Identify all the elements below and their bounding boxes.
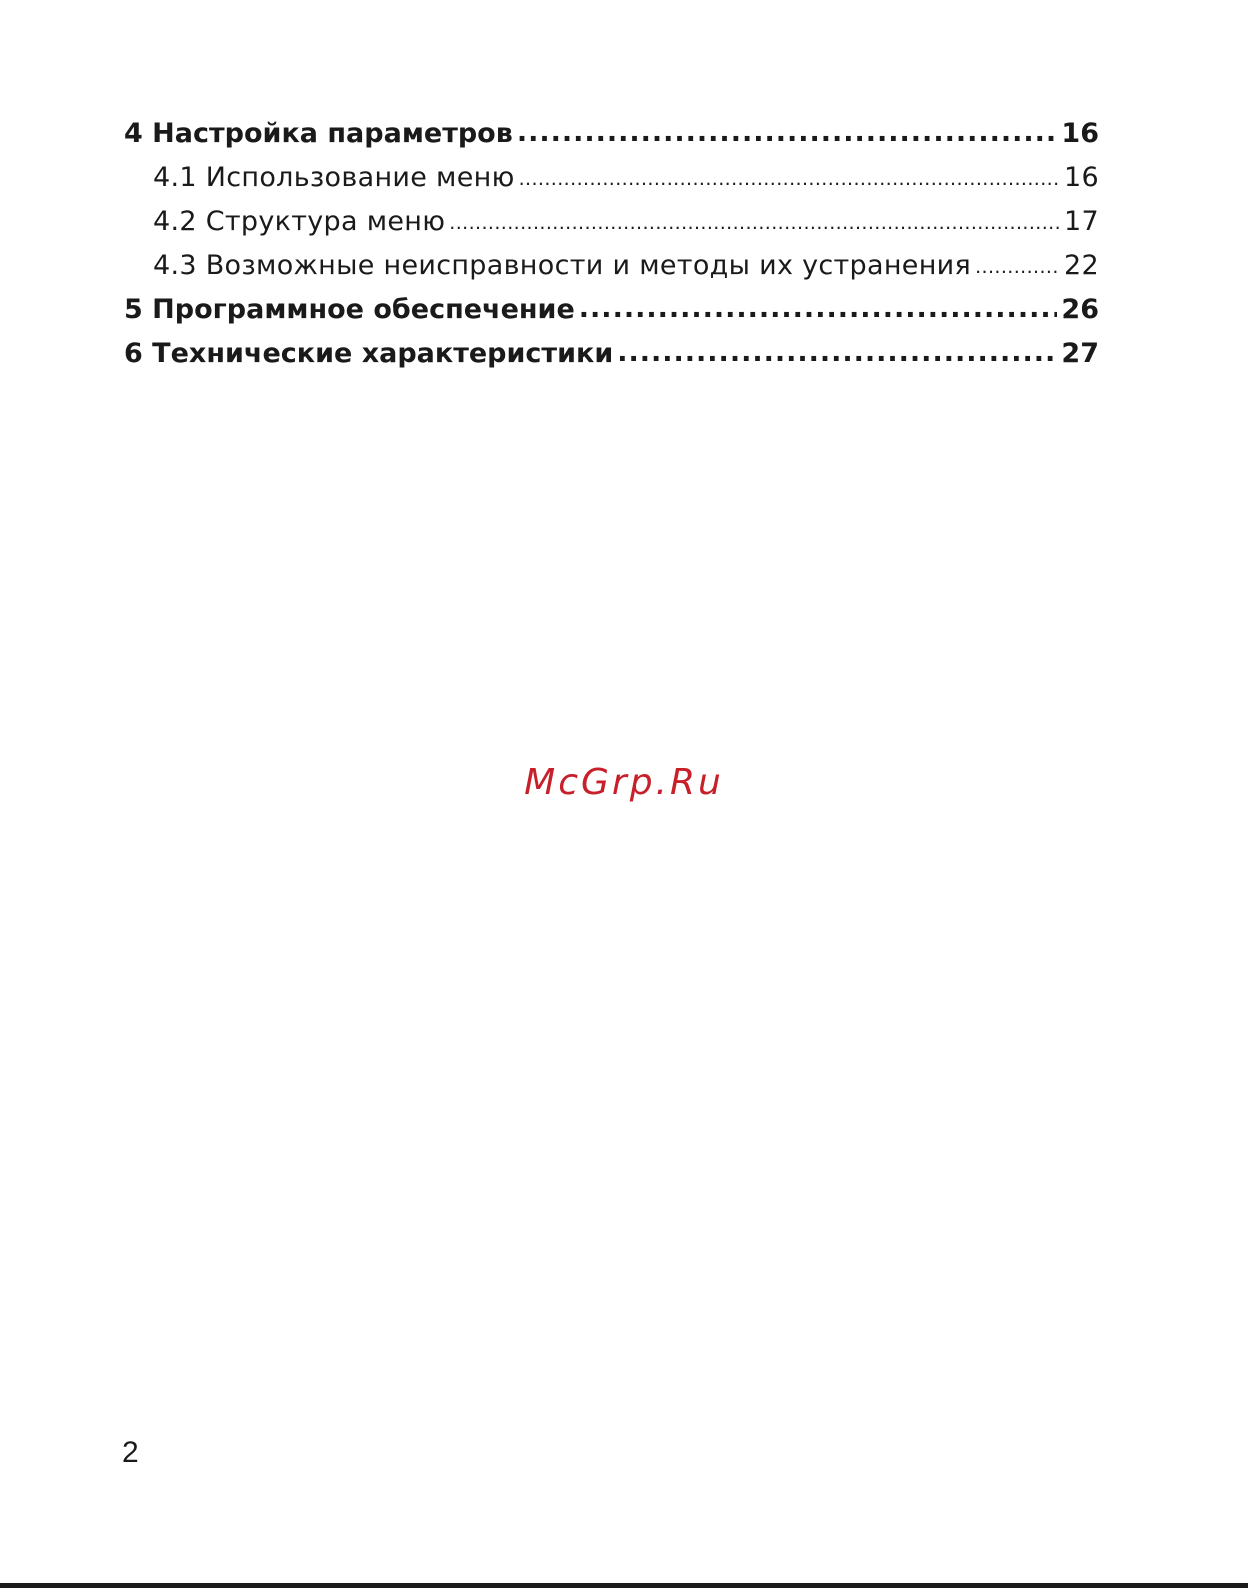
table-of-contents bbox=[124, 112, 1099, 376]
watermark: McGrp.Ru bbox=[524, 762, 724, 803]
page-number: 2 bbox=[122, 1436, 139, 1469]
toc-entry-page: 26 bbox=[1061, 294, 1099, 325]
toc-entry-page: 16 bbox=[1061, 118, 1099, 149]
toc-entry-page: 22 bbox=[1064, 250, 1099, 281]
toc-dot-leader bbox=[517, 111, 1058, 155]
toc-entry-page: 27 bbox=[1061, 338, 1099, 369]
toc-dot-leader bbox=[617, 331, 1057, 375]
toc-entry-title: 4 Настройка параметров bbox=[124, 118, 513, 149]
toc-entry-title: 6 Технические характеристики bbox=[124, 338, 614, 369]
toc-dot-leader bbox=[579, 287, 1058, 331]
toc-dot-leader bbox=[975, 243, 1060, 289]
toc-entry-section-4-2[interactable] bbox=[124, 200, 1099, 244]
toc-dot-leader bbox=[519, 155, 1060, 201]
toc-entry-title: 4.2 Структура меню bbox=[153, 206, 446, 237]
toc-entry-title: 4.1 Использование меню bbox=[153, 162, 515, 193]
toc-entry-title: 5 Программное обеспечение bbox=[124, 294, 575, 325]
toc-entry-section-5[interactable] bbox=[124, 288, 1099, 332]
toc-entry-section-6[interactable] bbox=[124, 332, 1099, 376]
toc-entry-page: 17 bbox=[1064, 206, 1099, 237]
toc-entry-page: 16 bbox=[1064, 162, 1099, 193]
toc-entry-title: 4.3 Возможные неисправности и методы их устранения bbox=[153, 250, 972, 281]
bottom-border bbox=[0, 1583, 1248, 1588]
toc-entry-section-4-3[interactable] bbox=[124, 244, 1099, 288]
toc-dot-leader bbox=[449, 199, 1060, 245]
toc-entry-section-4[interactable] bbox=[124, 112, 1099, 156]
toc-entry-section-4-1[interactable] bbox=[124, 156, 1099, 200]
